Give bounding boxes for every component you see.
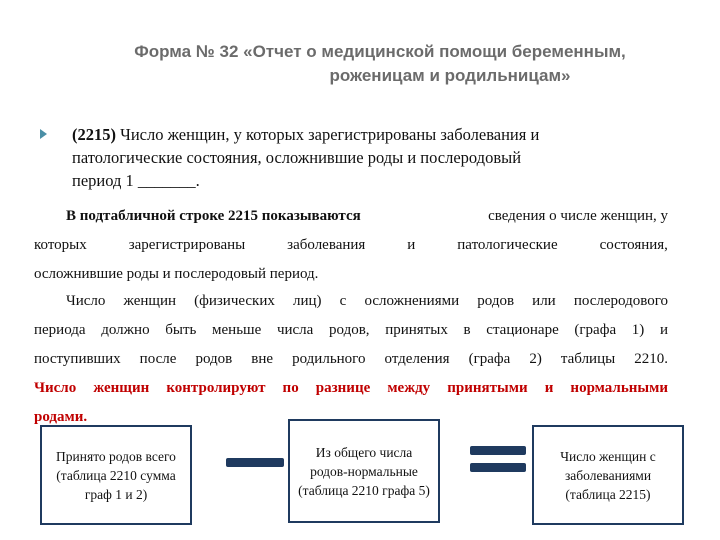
bullet-line-2: патологические состояния, осложнившие роды и послеродовый <box>72 148 522 167</box>
bullet-line-1: Число женщин, у которых зарегистрированы заболевания и <box>116 125 540 144</box>
paragraph-1-line-1 <box>34 202 668 231</box>
paragraph-1-word: сведения о числе женщин, у <box>488 208 668 224</box>
paragraph-2-line-3: поступивших после родов вне родильного отделения (графа 2) таблицы 2210. <box>34 351 668 367</box>
paragraph-2-line-2: периода должно быть меньше числа родов, принятых в стационаре (графа 1) и <box>34 322 668 338</box>
paragraph-1-word: которых <box>34 237 87 253</box>
paragraph-1-line-3: осложнившие роды и послеродовый период. <box>34 266 319 282</box>
paragraph-subtable-row <box>34 202 668 289</box>
bullet-line-3: период 1 _______. <box>72 171 200 190</box>
minus-sign-icon <box>226 458 284 467</box>
paragraph-2-line-1: Число женщин (физических лиц) с осложнениями родов или послеродового <box>66 293 668 309</box>
formula-box-normal-births <box>288 419 440 523</box>
paragraph-1-bold-phrase: В подтабличной строке 2215 показываются <box>66 208 361 224</box>
formula-box-total-births <box>40 425 192 525</box>
equals-sign-icon-top <box>470 446 526 455</box>
paragraph-1-word: и <box>407 237 416 253</box>
slide-title-line-1: Форма № 32 «Отчет о медицинской помощи беременным, <box>134 42 626 61</box>
paragraph-1-word: патологические <box>457 237 558 253</box>
paragraph-1-word: состояния, <box>599 237 668 253</box>
bullet-text <box>72 123 672 192</box>
highlight-line-1: Число женщин контролируют по разнице между принятыми и нормальными <box>34 380 668 396</box>
formula-box-women-with-complications <box>532 425 684 525</box>
highlight-line-2: родами. <box>34 409 88 425</box>
equals-sign-icon-bottom <box>470 463 526 472</box>
paragraph-1-word: зарегистрированы <box>128 237 246 253</box>
paragraph-control-rule <box>34 287 668 432</box>
paragraph-1-word: заболевания <box>287 237 366 253</box>
formula-box-1-text: Принято родов всего (таблица 2210 сумма граф 1 и 2) <box>56 448 176 502</box>
formula-box-3-text: Число женщин с заболеваниями (таблица 2215) <box>560 448 656 502</box>
formula-box-2-text: Из общего числа родов-нормальные (таблица 2210 графа 5) <box>298 444 430 498</box>
row-code: (2215) <box>72 125 116 144</box>
paragraph-1-line-2 <box>34 231 668 260</box>
slide-title <box>0 40 720 88</box>
bullet-arrow-icon <box>40 129 47 139</box>
slide-title-line-2: роженицам и родильницам» <box>329 66 571 85</box>
